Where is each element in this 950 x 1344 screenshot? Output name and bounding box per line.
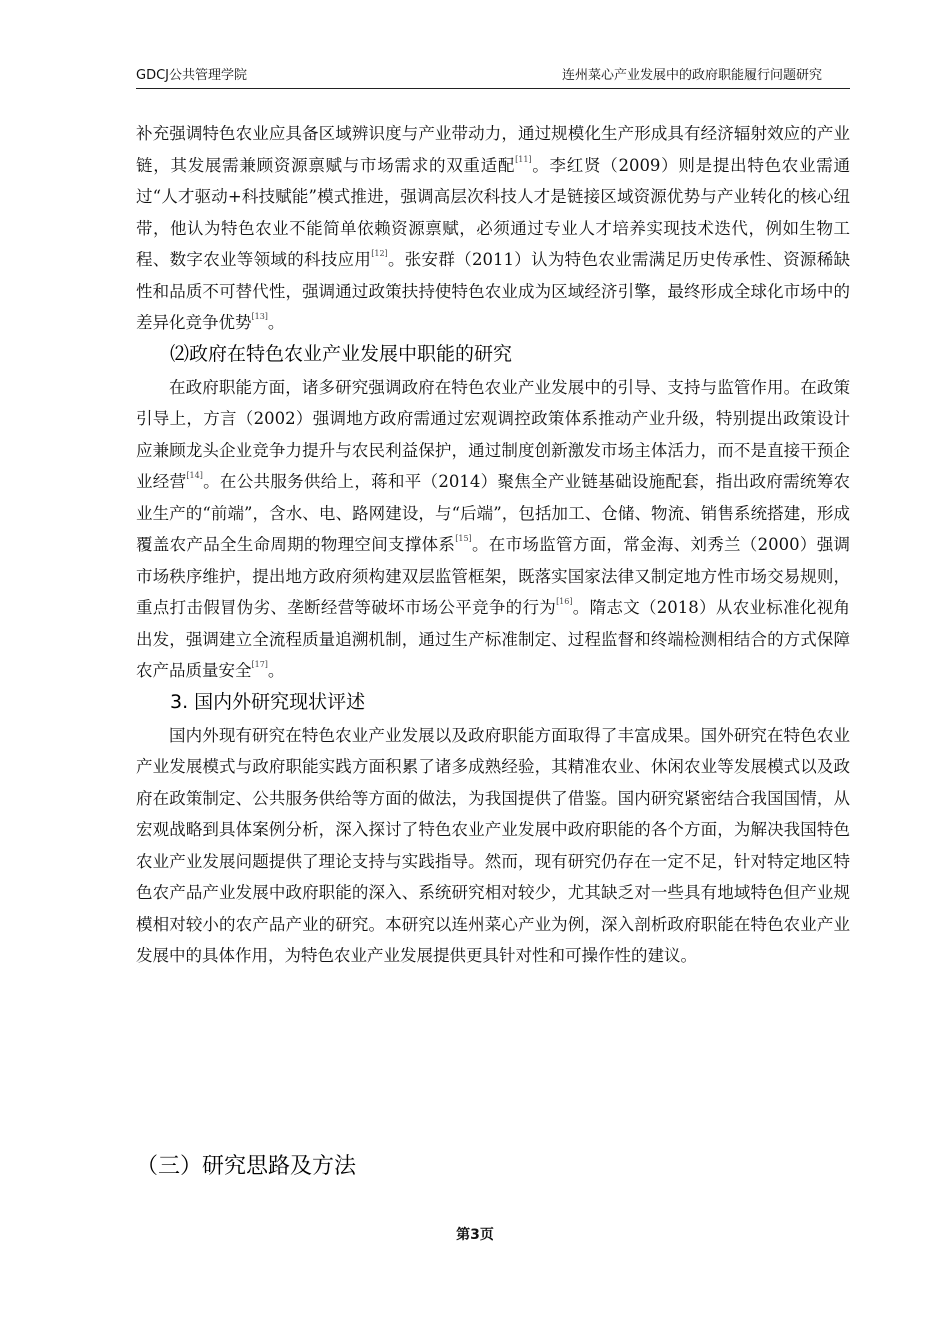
page-body [136,118,850,972]
header-institution: GDCJ公共管理学院 [136,68,247,83]
citation-12: [12] [371,249,388,258]
citation-16: [16] [556,597,573,606]
paragraph-research-review: 国内外现有研究在特色农业产业发展以及政府职能方面取得了丰富成果。国外研究在特色农业产业发展模式与政府职能实践方面积累了诸多成熟经验，其精准农业、休闲农业等发展模式以及政府在政策制定、公共服务供给等方面的做法，为我国提供了借鉴。国内研究紧密结合我国国情，从宏观战略到具体案例分析，深入探讨了特色农业产业发展中政府职能的各个方面，为解决我国特色农业产业发展问题提供了理论支持与实践指导。然而，现有研究仍存在一定不足，针对特定地区特色农产品产业发展中政府职能的深入、系统研究相对较少，尤其缺乏对一些具有地域特色但产业规模相对较小的农产品产业的研究。本研究以连州菜心产业为例，深入剖析政府职能在特色农业产业发展中的具体作用，为特色农业产业发展提供更具针对性和可操作性的建议。 [136,725,850,965]
section-heading: （三）研究思路及方法 [136,1154,357,1179]
subheading-government-functions: ⑵政府在特色农业产业发展中职能的研究 [170,342,513,365]
citation-17: [17] [251,660,268,669]
citation-11: [11] [515,154,532,164]
citation-14: [14] [186,471,203,480]
paragraph-foreign-research: 补充强调特色农业应具备区域辨识度与产业带动力，通过规模化生产形成具有经济辐射效应的产业链，其发展需兼顾资源禀赋与市场需求的双重适配[11]。李红贤（2009）则是提出特色农业需通过“人才驱动+科技赋能”模式推进，强调高层次科技人才是链接区域资源优势与产业转化的核心纽带，他认为特色农业不能简单依赖资源禀赋，必须通过专业人才培养实现技术迭代，例如生物工程、数字农业等领域的科技应用[12]。张安群（2011）认为特色农业需满足历史传承性、资源稀缺性和品质不可替代性，强调通过政策扶持使特色农业成为区域经济引擎，最终形成全球化市场中的差异化竞争优势[13]。 [136,124,850,332]
page-number: 第3页 [456,1227,494,1243]
page-header [136,66,850,89]
citation-13: [13] [251,312,268,321]
subheading-research-review: 3. 国内外研究现状评述 [170,690,366,713]
header-title: 连州菜心产业发展中的政府职能履行问题研究 [561,68,822,83]
paragraph-government-functions: 在政府职能方面，诸多研究强调政府在特色农业产业发展中的引导、支持与监管作用。在政策引导上，方言（2002）强调地方政府需通过宏观调控政策体系推动产业升级，特别提出政策设计应兼顾龙头企业竞争力提升与农民利益保护，通过制度创新激发市场主体活力，而不是直接干预企业经营[14]。在公共服务供给上，蒋和平（2014）聚焦全产业链基础设施配套，指出政府需统筹农业生产的“前端”，含水、电、路网建设，与“后端”，包括加工、仓储、物流、销售系统搭建，形成覆盖农产品全生命周期的物理空间支撑体系[15]。在市场监管方面，常金海、刘秀兰（2000）强调市场秩序维护，提出地方政府须构建双层监管框架，既落实国家法律又制定地方性市场交易规则，重点打击假冒伪劣、垄断经营等破坏市场公平竞争的行为[16]。隋志文（2018）从农业标准化视角出发，强调建立全流程质量追溯机制，通过生产标准制定、过程监督和终端检测相结合的方式保障农产品质量安全[17]。 [136,377,851,680]
citation-15: [15] [455,534,472,543]
